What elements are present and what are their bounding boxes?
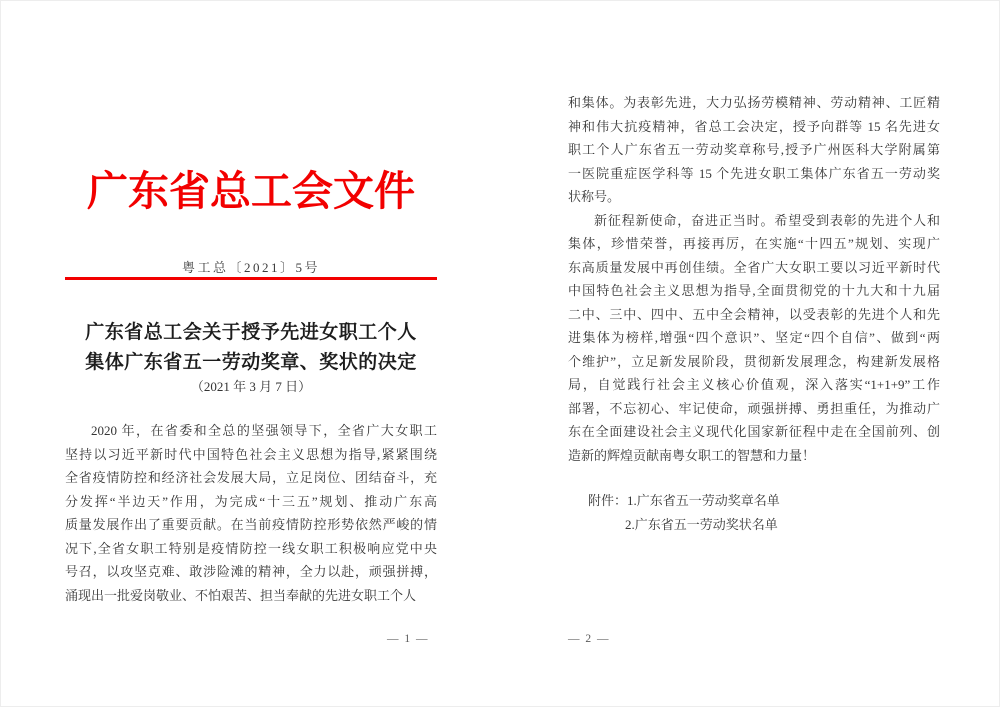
page-number-2: — 2 — [568,633,610,645]
body-line: 中国特色社会主义思想为指导,全面贯彻党的十九大和十九届 [568,283,940,298]
page-2 [568,0,940,707]
body-line: 进集体为榜样,增强“四个意识”、坚定“四个自信”、做到“两 [568,330,940,345]
body-line: 坚持以习近平新时代中国特色社会主义思想为指导,紧紧围绕 [65,446,437,462]
body-line: 涌现出一批爱岗敬业、不怕艰苦、担当奉献的先进女职工个人 [65,587,417,603]
body-line: 二中、三中、四中、五中全会精神，以受表彰的先进个人和先 [568,306,940,322]
body-line: 和集体。为表彰先进，大力弘扬劳模精神、劳动精神、工匠精 [568,95,940,110]
body-line: 个维护”，立足新发展阶段，贯彻新发展理念，构建新发展格 [568,353,940,369]
body-line: 一医院重症医学科等 15 个先进女职工集体广东省五一劳动奖 [568,165,940,181]
body-line: 局，自觉践行社会主义核心价值观，深入落实“1+1+9”工作 [568,377,940,392]
doc-number: 粤工总〔2021〕5号 [181,260,320,275]
body-line: 职工个人广东省五一劳动奖章称号,授予广州医科大学附属第 [568,142,940,157]
document-date: （2021 年 3 月 7 日） [190,379,312,394]
title-line-1: 广东省总工会关于授予先进女职工个人 [85,322,417,343]
body-line: 集体，珍惜荣誉，再接再厉，在实施“十四五”规划、实现广 [568,236,940,251]
body-line: 东高质量发展中再创佳绩。全省广大女职工要以习近平新时代 [568,259,940,275]
body-line: 部署，不忘初心、牢记使命，顽强拼搏、勇担重任，为推动广 [568,400,940,416]
attachment-line-2: 2.广东省五一劳动奖状名单 [625,516,778,532]
body-line: 全省疫情防控和经济社会发展大局，立足岗位、团结奋斗，充 [65,470,437,485]
document-header-redhead: 广东省总工会文件 [87,168,415,214]
attachment-line-1: 附件：1.广东省五一劳动奖章名单 [588,493,780,508]
body-line: 状称号。 [568,189,621,204]
body-line: 神和伟大抗疫精神，省总工会决定，授予向群等 15 名先进女 [568,118,940,134]
body-line: 号召，以攻坚克难、敢涉险滩的精神，全力以赴，顽强拼搏， [65,564,437,579]
red-divider-line [65,277,437,280]
attachment-list [568,489,940,536]
body-text-page-2 [568,91,940,467]
page-number-1: — 1 — [387,633,429,645]
document-title [65,318,437,378]
body-line: 质量发展作出了重要贡献。在当前疫情防控形势依然严峻的情 [65,517,437,532]
body-line: 东在全面建设社会主义现代化国家新征程中走在全国前列、创 [568,424,940,439]
page-1 [65,0,437,707]
body-line: 造新的辉煌贡献南粤女职工的智慧和力量！ [568,447,816,463]
body-text-page-1 [65,419,437,607]
body-line: 新征程新使命，奋进正当时。希望受到表彰的先进个人和 [594,212,940,228]
body-line: 况下,全省女职工特别是疫情防控一线女职工积极响应党中央 [65,540,437,556]
body-line: 2020 年，在省委和全总的坚强领导下，全省广大女职工 [91,423,437,438]
body-line: 分发挥“半边天”作用，为完成“十三五”规划、推动广东高 [65,493,437,509]
title-line-2: 集体广东省五一劳动奖章、奖状的决定 [85,352,417,373]
